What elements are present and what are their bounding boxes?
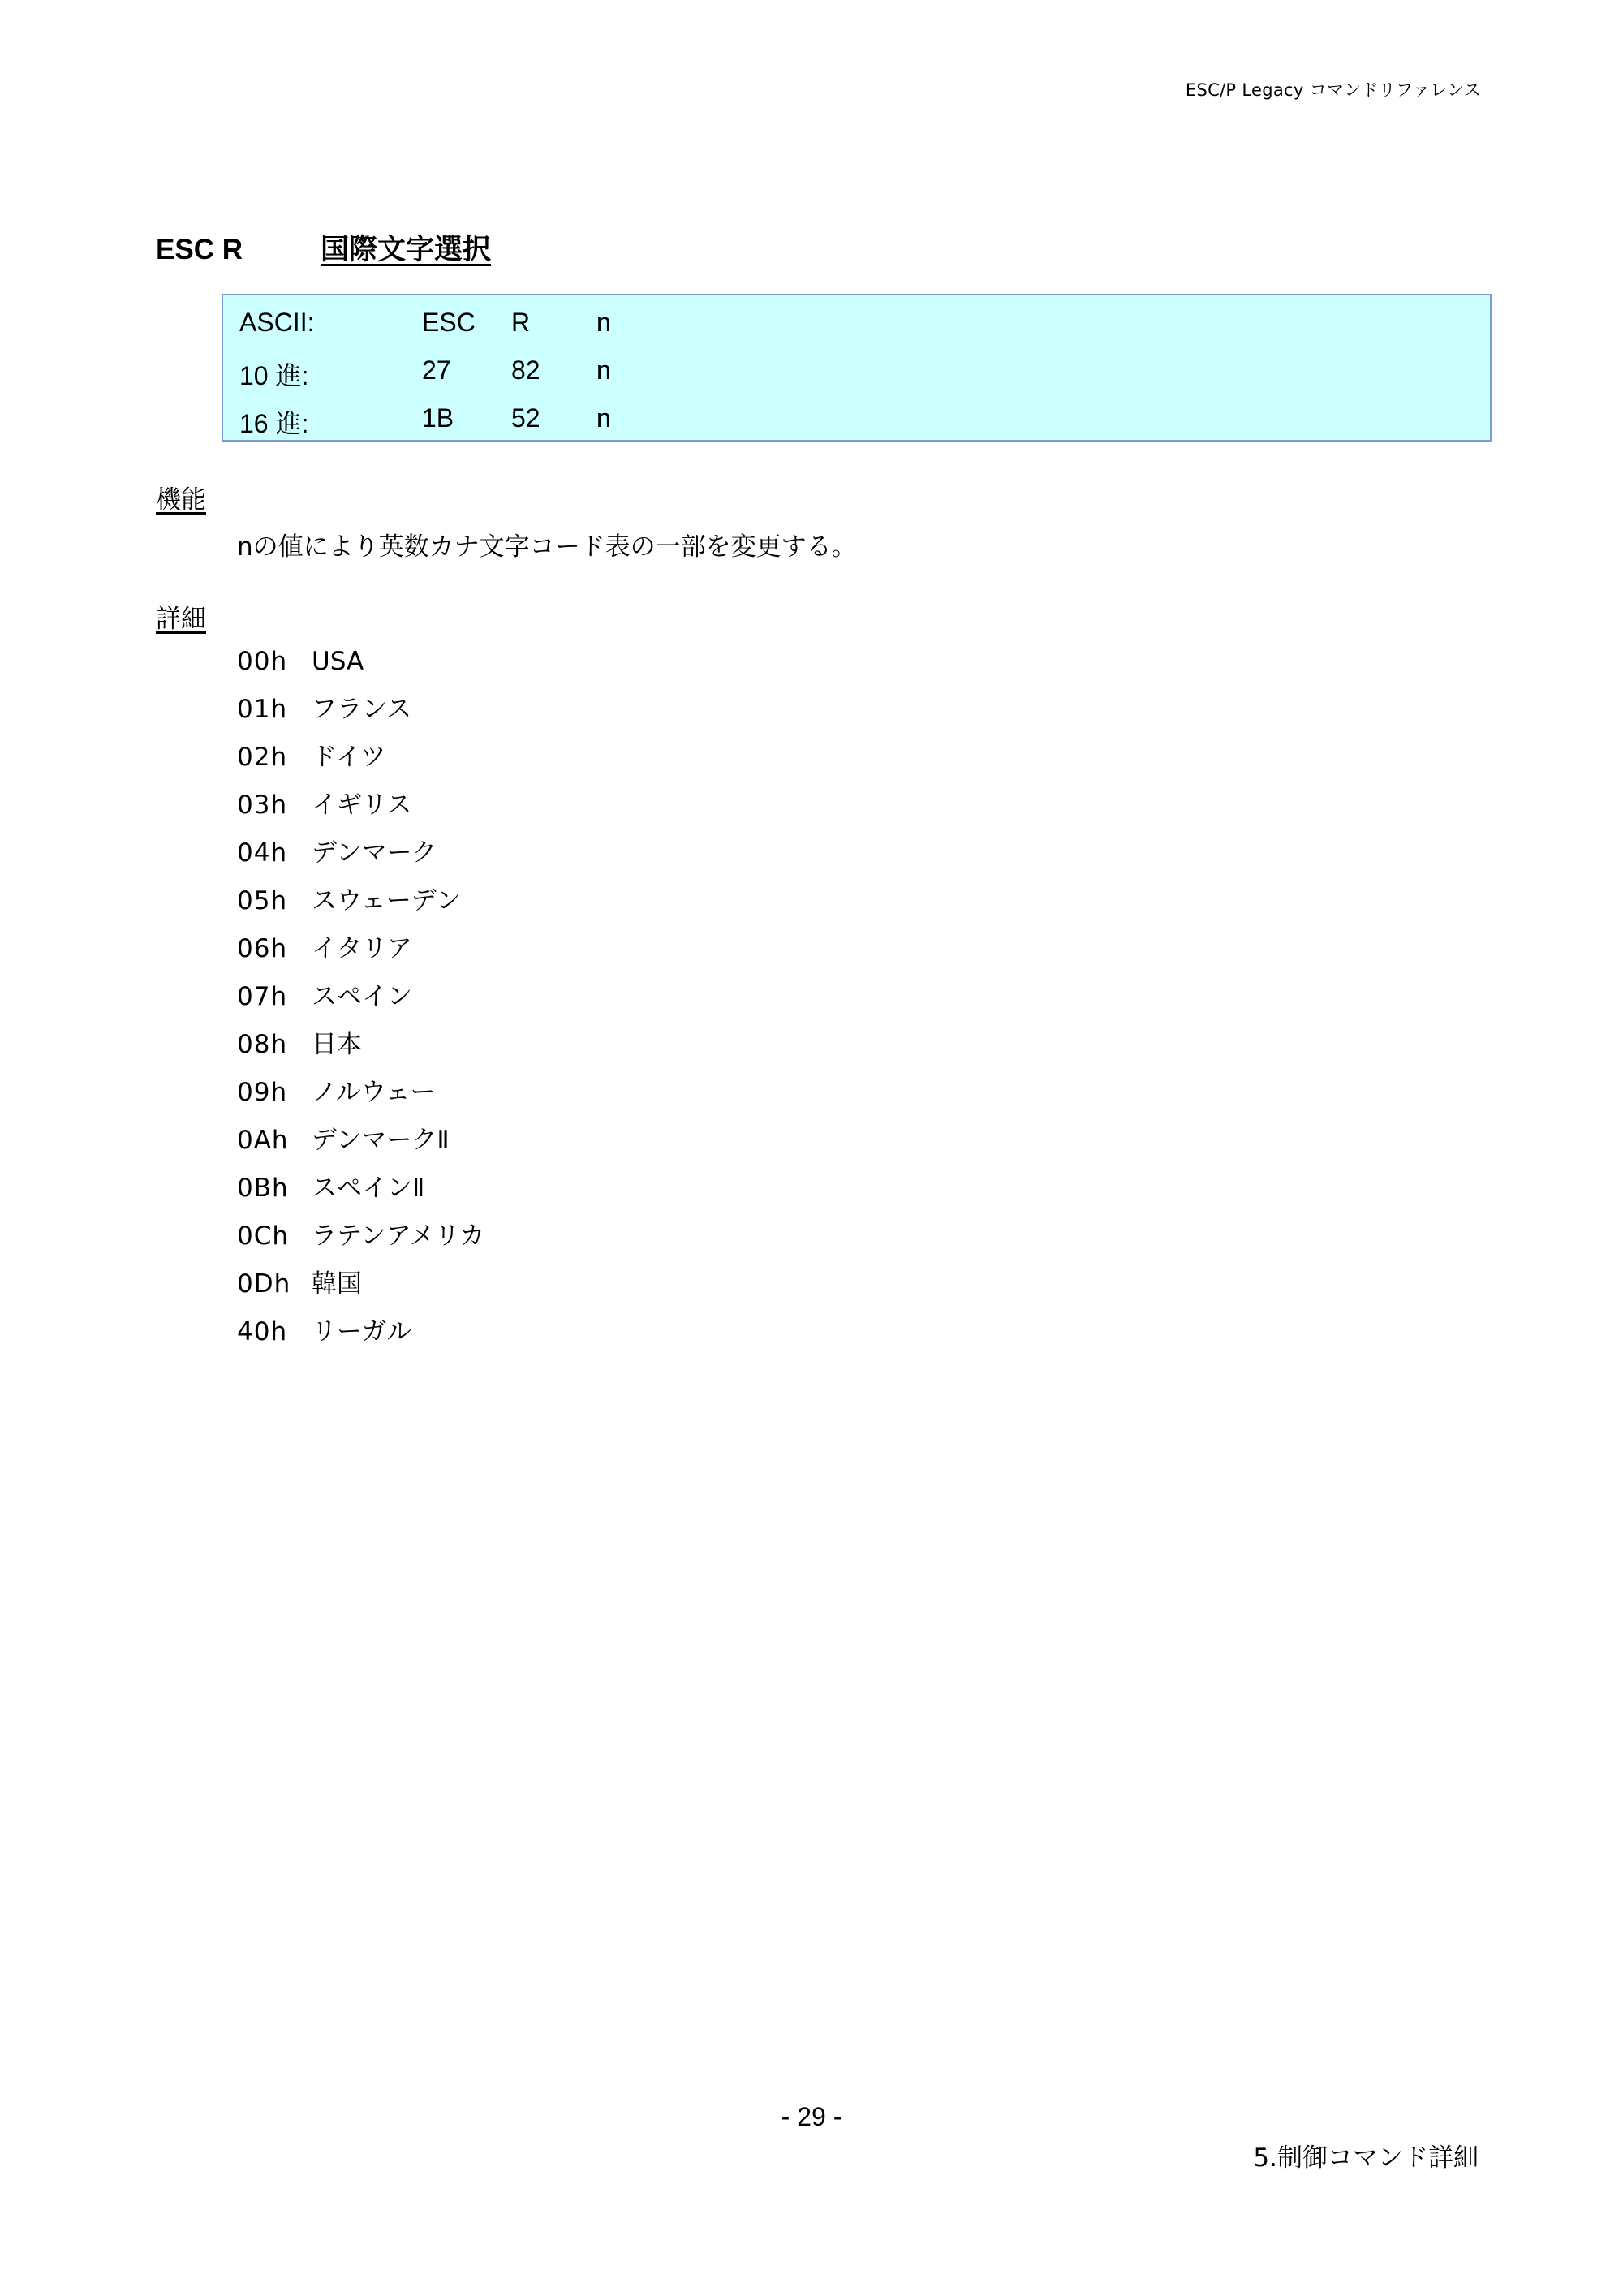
code-value: 01h [237,695,288,724]
syntax-label: ASCII: [239,308,315,337]
code-value: 0Ch [237,1221,290,1251]
code-value: 03h [237,790,288,820]
country-name: スウェーデン [312,886,462,915]
country-name: ノルウェー [312,1078,436,1107]
details-heading: 詳細 [156,605,206,634]
country-name: スペイン [312,982,412,1011]
code-value: 06h [237,934,288,963]
code-value: 40h [237,1317,288,1346]
country-name: ドイツ [312,743,386,772]
country-name: 日本 [312,1030,362,1059]
list-item [237,645,484,693]
country-name: ラテンアメリカ [312,1221,485,1251]
list-item [237,789,484,837]
syntax-value: 52 [511,403,540,433]
country-name: デンマークⅡ [312,1126,450,1155]
syntax-value: 1B [422,403,454,433]
code-value: 02h [237,743,288,772]
country-name: 韓国 [312,1269,362,1299]
list-item [237,1124,484,1172]
list-item [237,1172,484,1220]
syntax-value: ESC [422,308,476,337]
code-value: 08h [237,1030,288,1059]
code-value: 0Bh [237,1174,289,1203]
list-item [237,1316,484,1363]
country-name: リーガル [312,1317,412,1346]
country-code-list [237,645,484,1363]
page-number: - 29 - [781,2102,842,2131]
list-item [237,837,484,885]
list-item [237,1220,484,1268]
command-syntax-box [222,294,1492,442]
function-heading: 機能 [156,485,206,515]
syntax-label: 16 進: [239,409,309,438]
code-value: 0Ah [237,1126,289,1155]
code-value: 05h [237,886,288,915]
syntax-label: 10 進: [239,361,309,390]
list-item [237,933,484,980]
code-value: 04h [237,838,288,868]
syntax-value: 27 [422,355,451,385]
code-value: 09h [237,1078,288,1107]
country-name: イタリア [312,934,412,963]
list-item [237,885,484,933]
function-description: nの値により英数カナ文字コード表の一部を変更する。 [237,532,857,562]
command-name: ESC R [156,234,243,265]
country-name: USA [312,647,364,676]
list-item [237,1076,484,1124]
running-header: ESC/P Legacy コマンドリファレンス [1185,80,1481,100]
syntax-value: n [596,355,611,385]
code-value: 00h [237,647,288,676]
code-value: 0Dh [237,1269,291,1299]
list-item [237,693,484,741]
list-item [237,1268,484,1316]
country-name: デンマーク [312,838,437,868]
code-value: 07h [237,982,288,1011]
list-item [237,1028,484,1076]
section-title [156,227,491,268]
command-title: 国際文字選択 [321,234,492,265]
syntax-value: n [596,403,611,433]
syntax-value: R [511,308,531,337]
list-item [237,741,484,789]
chapter-footer: 5.制御コマンド詳細 [1253,2143,1479,2173]
list-item [237,980,484,1028]
country-name: フランス [312,695,412,724]
syntax-value: n [596,308,611,337]
country-name: イギリス [312,790,412,820]
syntax-value: 82 [511,355,540,385]
country-name: スペインⅡ [312,1174,425,1203]
